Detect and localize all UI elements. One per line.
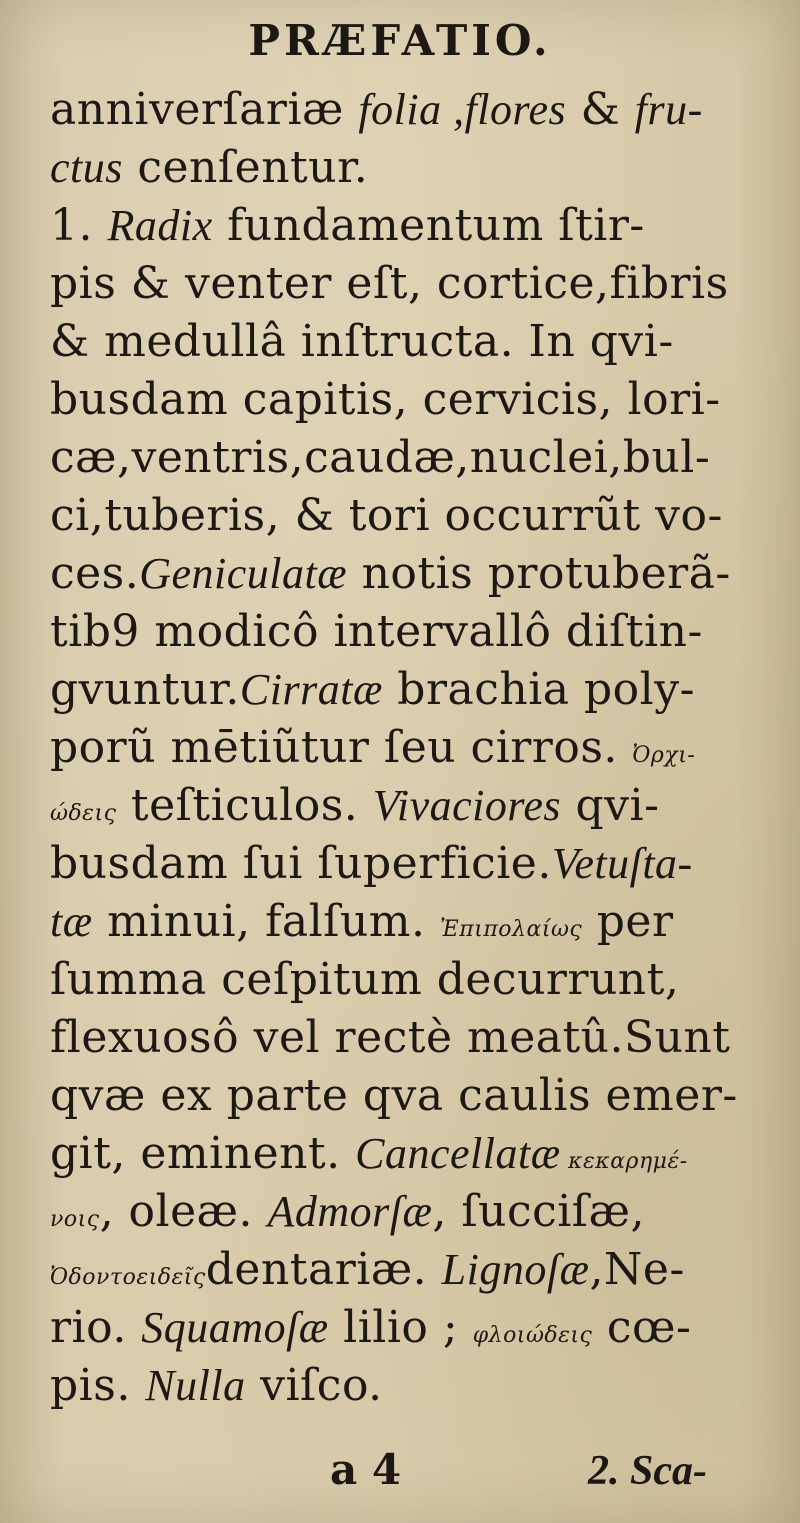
line-text: , oleæ. <box>99 1186 268 1237</box>
italic-term: folia ,flores <box>358 85 567 134</box>
line-text: minui, falſum. <box>92 896 440 947</box>
text-line <box>50 664 695 715</box>
text-line <box>50 954 680 1005</box>
italic-term: Lignoſæ <box>441 1245 590 1294</box>
text-line <box>50 1012 731 1063</box>
line-text: busdam capitis, cervicis, lori- <box>50 374 721 425</box>
catchword-text: 2. Sca- <box>588 1448 707 1494</box>
line-text: per <box>582 896 674 947</box>
text-line <box>50 200 645 251</box>
italic-term: Vetuſta- <box>551 839 693 888</box>
text-line <box>50 1128 688 1179</box>
greek-gloss: Ἐπιπολαίως <box>440 917 583 942</box>
line-text: dentariæ. <box>205 1244 442 1295</box>
text-line <box>50 490 723 541</box>
italic-term: Vivaciores <box>372 781 562 830</box>
line-text: rio. <box>50 1302 142 1353</box>
catchword <box>588 1445 707 1495</box>
line-text: fundamentum ſtir- <box>212 200 645 251</box>
line-text: gvuntur. <box>50 664 240 715</box>
line-text: cœ- <box>592 1302 692 1353</box>
line-text: ci,tuberis, & tori occurrũt vo- <box>50 490 723 541</box>
line-text: viſco. <box>245 1360 383 1411</box>
line-text: 1. <box>50 200 108 251</box>
line-text: tib9 modicô intervallô diſtin- <box>50 606 703 657</box>
line-text: ces. <box>50 548 140 599</box>
greek-gloss: ώδεις <box>50 801 117 826</box>
italic-term: Radix <box>107 201 213 250</box>
text-line <box>50 316 674 367</box>
line-text: ſumma ceſpitum decurrunt, <box>50 954 680 1005</box>
greek-gloss: φλοιώδεις <box>472 1323 593 1348</box>
text-line <box>50 1302 692 1353</box>
text-line <box>50 432 711 483</box>
italic-term: ctus <box>50 143 123 192</box>
line-text: flexuosô vel rectè meatû.Sunt <box>50 1012 731 1063</box>
greek-gloss: Ὀρχι- <box>632 743 696 768</box>
signature-mark: a 4 <box>330 1445 402 1494</box>
line-text: , ſucciſæ, <box>432 1186 645 1237</box>
italic-term: Nulla <box>145 1361 246 1410</box>
line-text: git, eminent. <box>50 1128 356 1179</box>
line-text: cenſentur. <box>122 142 369 193</box>
text-line <box>50 722 696 773</box>
text-line <box>50 1186 645 1237</box>
italic-term: Admorſæ <box>267 1187 433 1236</box>
text-line <box>50 838 693 889</box>
text-line <box>50 84 703 135</box>
italic-term: fru- <box>634 85 703 134</box>
line-text: busdam ſui ſuperficie. <box>50 838 552 889</box>
line-text: pis. <box>50 1360 146 1411</box>
text-line <box>50 1360 383 1411</box>
line-text: brachia poly- <box>382 664 695 715</box>
text-line <box>50 142 369 193</box>
text-line <box>50 548 731 599</box>
text-line <box>50 780 660 831</box>
line-text: ,Ne- <box>589 1244 685 1295</box>
text-line <box>50 606 703 657</box>
italic-term: Cirratæ <box>239 665 383 714</box>
text-line <box>50 1244 685 1295</box>
italic-term: Cancellatæ <box>355 1129 561 1178</box>
line-text: porũ mētiũtur ſeu cirros. <box>50 722 633 773</box>
line-text: pis & venter eſt, cortice,fibris <box>50 258 729 309</box>
greek-gloss: νοις <box>50 1207 100 1232</box>
line-text: & <box>566 84 635 135</box>
line-text: cæ,ventris,caudæ,nuclei,bul- <box>50 432 711 483</box>
text-line <box>50 1070 738 1121</box>
line-text: lilio ; <box>328 1302 473 1353</box>
greek-gloss: Ὀδοντοειδεῖς <box>50 1265 206 1290</box>
text-line <box>50 896 674 947</box>
line-text: & medullâ inſtructa. In qvi- <box>50 316 674 367</box>
line-text: notis protuberã- <box>347 548 731 599</box>
line-text: qvi- <box>561 780 660 831</box>
line-text: teſticulos. <box>116 780 373 831</box>
line-text: anniverſariæ <box>50 84 359 135</box>
italic-term: Geniculatæ <box>139 549 348 598</box>
running-header: PRÆFATIO. <box>248 16 552 65</box>
italic-term: Squamoſæ <box>141 1303 329 1352</box>
italic-term: tæ <box>50 897 93 946</box>
greek-gloss: κεκαρημέ- <box>560 1149 688 1174</box>
line-text: qvæ ex parte qva caulis emer- <box>50 1070 738 1121</box>
text-line <box>50 258 729 309</box>
text-line <box>50 374 721 425</box>
